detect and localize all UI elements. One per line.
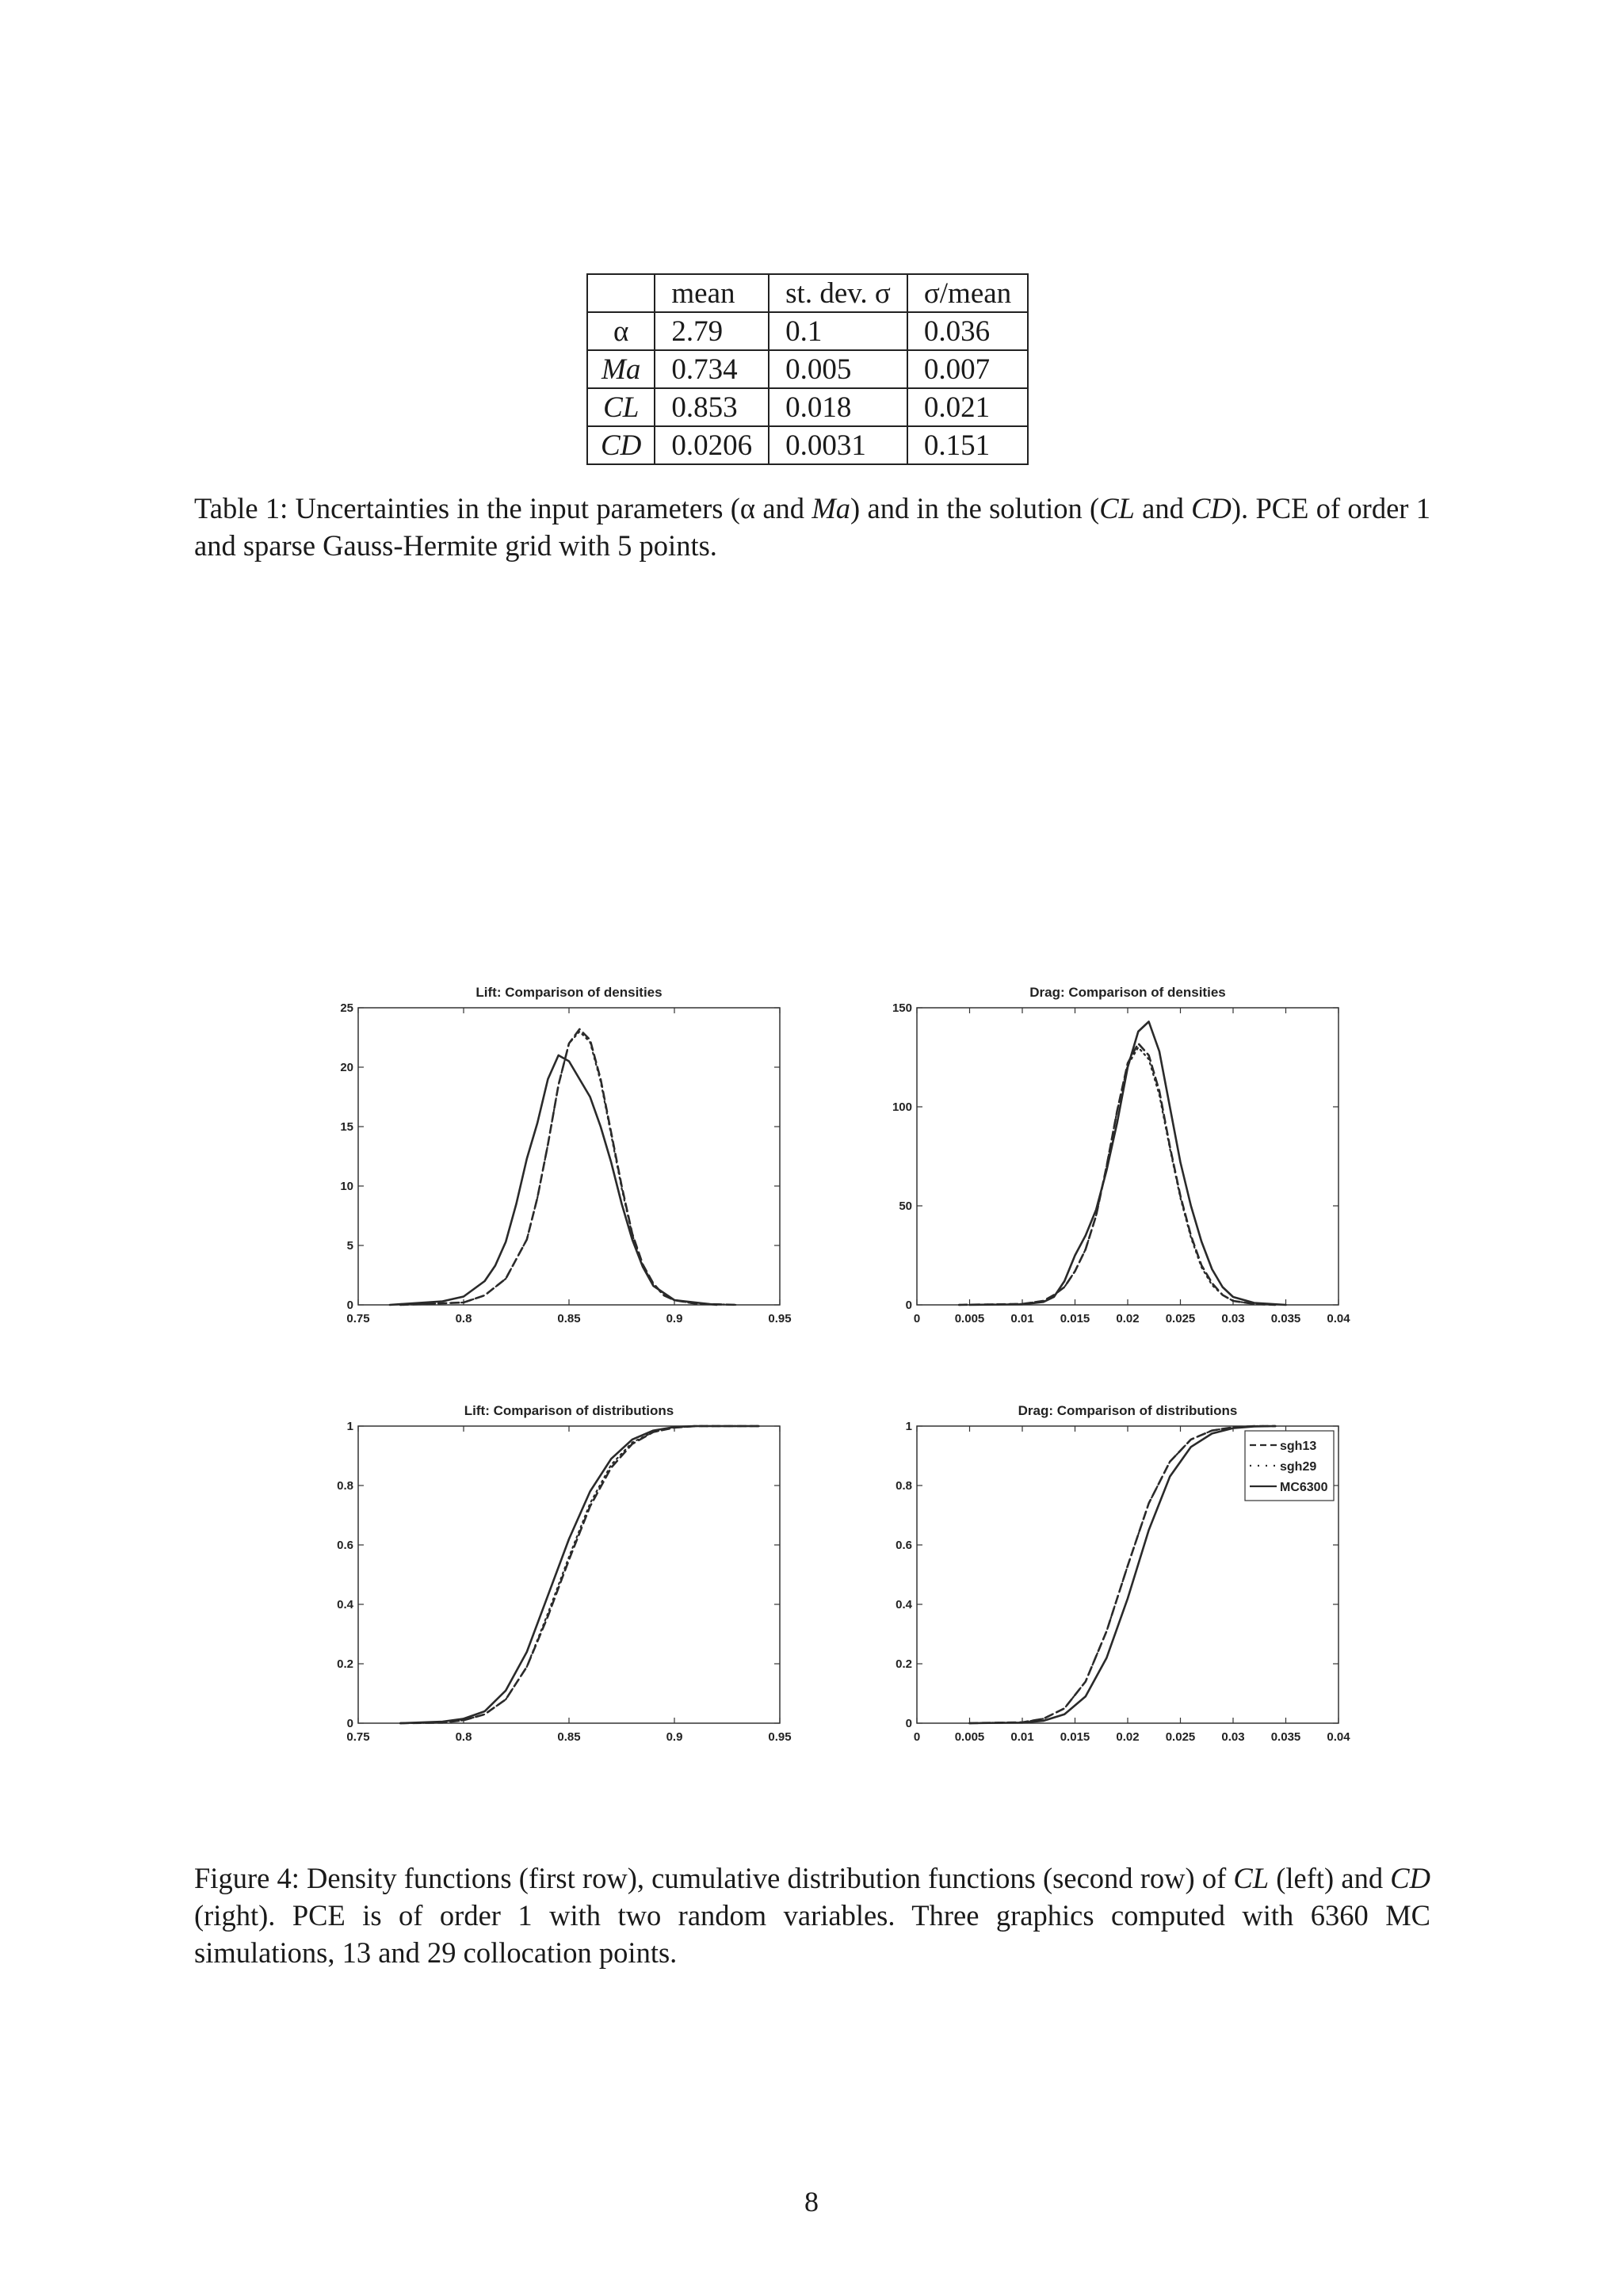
table-cell: 0.0206 [655,426,769,464]
series-line-dashed [959,1043,1275,1305]
x-tick-label: 0.015 [1060,1730,1090,1744]
table-row [587,350,1028,388]
y-tick-label: 0 [905,1299,912,1312]
table-cell: 0.021 [907,388,1028,426]
x-tick-label: 0.75 [346,1730,370,1744]
y-tick-label: 100 [892,1100,912,1114]
axes-box [358,1426,780,1723]
caption-text: ). PCE of order 1 and sparse Gauss-Hermite grid with 5 points. [194,492,1431,562]
legend-label: MC6300 [1280,1481,1328,1494]
y-tick-label: 25 [340,1001,353,1015]
x-tick-label: 0.75 [346,1312,370,1325]
table-row [587,312,1028,350]
x-tick-label: 0 [913,1730,921,1744]
x-tick-label: 0.8 [455,1312,472,1325]
chart-title: Lift: Comparison of distributions [464,1403,674,1418]
table-cell: 0.007 [907,350,1028,388]
table-cell: 0.734 [655,350,769,388]
x-tick-label: 0.04 [1327,1730,1350,1744]
x-tick-label: 0.85 [557,1312,581,1325]
y-tick-label: 1 [346,1420,353,1433]
y-tick-label: 20 [340,1061,353,1074]
caption-italic: CL [1099,492,1135,524]
x-tick-label: 0.02 [1116,1730,1140,1744]
drag-distribution-chart [877,1403,1350,1755]
caption-text: Table 1: Uncertainties in the input parameters (α and [194,492,812,524]
legend-label: sgh13 [1280,1440,1317,1453]
x-tick-label: 0.95 [768,1730,792,1744]
table-header-cell: mean [655,274,769,312]
chart-title: Lift: Comparison of densities [475,985,663,1000]
table-cell: 0.018 [769,388,907,426]
y-tick-label: 1 [905,1420,912,1433]
series-line-dashed [400,1426,758,1723]
series-line-dotted [400,1032,738,1305]
chart-title: Drag: Comparison of distributions [1018,1403,1238,1418]
table-header-cell: st. dev. σ [769,274,907,312]
table-row-header: α [587,312,655,350]
y-tick-label: 0.6 [896,1539,912,1552]
x-tick-label: 0 [913,1312,921,1325]
series-line-solid [390,1055,716,1305]
table-cell: 0.151 [907,426,1028,464]
y-tick-label: 5 [346,1239,353,1253]
y-tick-label: 0.8 [896,1479,912,1493]
x-tick-label: 0.8 [455,1730,472,1744]
caption-text: ) and in the solution ( [850,492,1100,524]
caption-text: and [1134,492,1192,524]
legend [1245,1431,1334,1501]
y-tick-label: 0 [346,1299,353,1312]
series-line-solid [400,1426,758,1723]
x-tick-label: 0.015 [1060,1312,1090,1325]
table-cell: 2.79 [655,312,769,350]
series-line-solid [970,1426,1276,1723]
axes-box [917,1008,1338,1305]
y-tick-label: 0.4 [896,1598,912,1611]
x-tick-label: 0.85 [557,1730,581,1744]
axes-box [358,1008,780,1305]
series-line-dotted [959,1047,1275,1305]
series-line-dashed [400,1029,738,1305]
caption-text: (right). PCE is of order 1 with two random variables. Three graphics computed with 6360 MC simulations, 13 and 29 collocation points. [194,1899,1430,1969]
x-tick-label: 0.025 [1165,1730,1196,1744]
uncertainty-table [586,273,1029,465]
table-header-row [587,274,1028,312]
y-tick-label: 10 [340,1180,353,1193]
caption-italic: CL [1233,1862,1270,1894]
y-tick-label: 0.6 [337,1539,353,1552]
table-cell: 0.005 [769,350,907,388]
series-line-solid [970,1022,1286,1306]
lift-distribution-chart [319,1403,792,1755]
y-tick-label: 0 [905,1717,912,1730]
x-tick-label: 0.01 [1010,1730,1034,1744]
chart-title: Drag: Comparison of densities [1029,985,1226,1000]
y-tick-label: 50 [899,1199,912,1213]
y-tick-label: 15 [340,1120,353,1134]
series-line-dotted [970,1426,1276,1723]
table-row-header: CL [587,388,655,426]
x-tick-label: 0.95 [768,1312,792,1325]
table-header-cell: σ/mean [907,274,1028,312]
x-tick-label: 0.03 [1221,1730,1245,1744]
caption-italic: CD [1390,1862,1430,1894]
table-row [587,388,1028,426]
legend-label: sgh29 [1280,1460,1317,1474]
table-cell: 0.036 [907,312,1028,350]
x-tick-label: 0.01 [1010,1312,1034,1325]
table-row [587,426,1028,464]
x-tick-label: 0.035 [1270,1312,1301,1325]
table-cell: 0.1 [769,312,907,350]
caption-italic: Ma [812,492,851,524]
series-line-dotted [400,1426,758,1723]
drag-density-chart [877,985,1350,1337]
page-number: 8 [804,2186,819,2218]
x-tick-label: 0.005 [954,1312,985,1325]
x-tick-label: 0.005 [954,1730,985,1744]
table-row-header: Ma [587,350,655,388]
x-tick-label: 0.025 [1165,1312,1196,1325]
x-tick-label: 0.02 [1116,1312,1140,1325]
caption-text: (left) and [1269,1862,1391,1894]
caption-italic: CD [1191,492,1232,524]
y-tick-label: 0.4 [337,1598,353,1611]
figure-caption [194,1859,1430,1971]
table-row-header: CD [587,426,655,464]
y-tick-label: 0.2 [337,1657,353,1671]
lift-density-chart [319,985,792,1337]
y-tick-label: 0.8 [337,1479,353,1493]
y-tick-label: 0 [346,1717,353,1730]
table-cell: 0.853 [655,388,769,426]
x-tick-label: 0.035 [1270,1730,1301,1744]
table-caption [194,490,1430,564]
y-tick-label: 150 [892,1001,912,1015]
y-tick-label: 0.2 [896,1657,912,1671]
caption-text: Figure 4: Density functions (first row), cumulative distribution functions (second row) of [194,1862,1234,1894]
table-header-cell [587,274,655,312]
series-line-dashed [970,1426,1276,1723]
table-cell: 0.0031 [769,426,907,464]
x-tick-label: 0.03 [1221,1312,1245,1325]
x-tick-label: 0.9 [666,1312,683,1325]
x-tick-label: 0.9 [666,1730,683,1744]
x-tick-label: 0.04 [1327,1312,1350,1325]
